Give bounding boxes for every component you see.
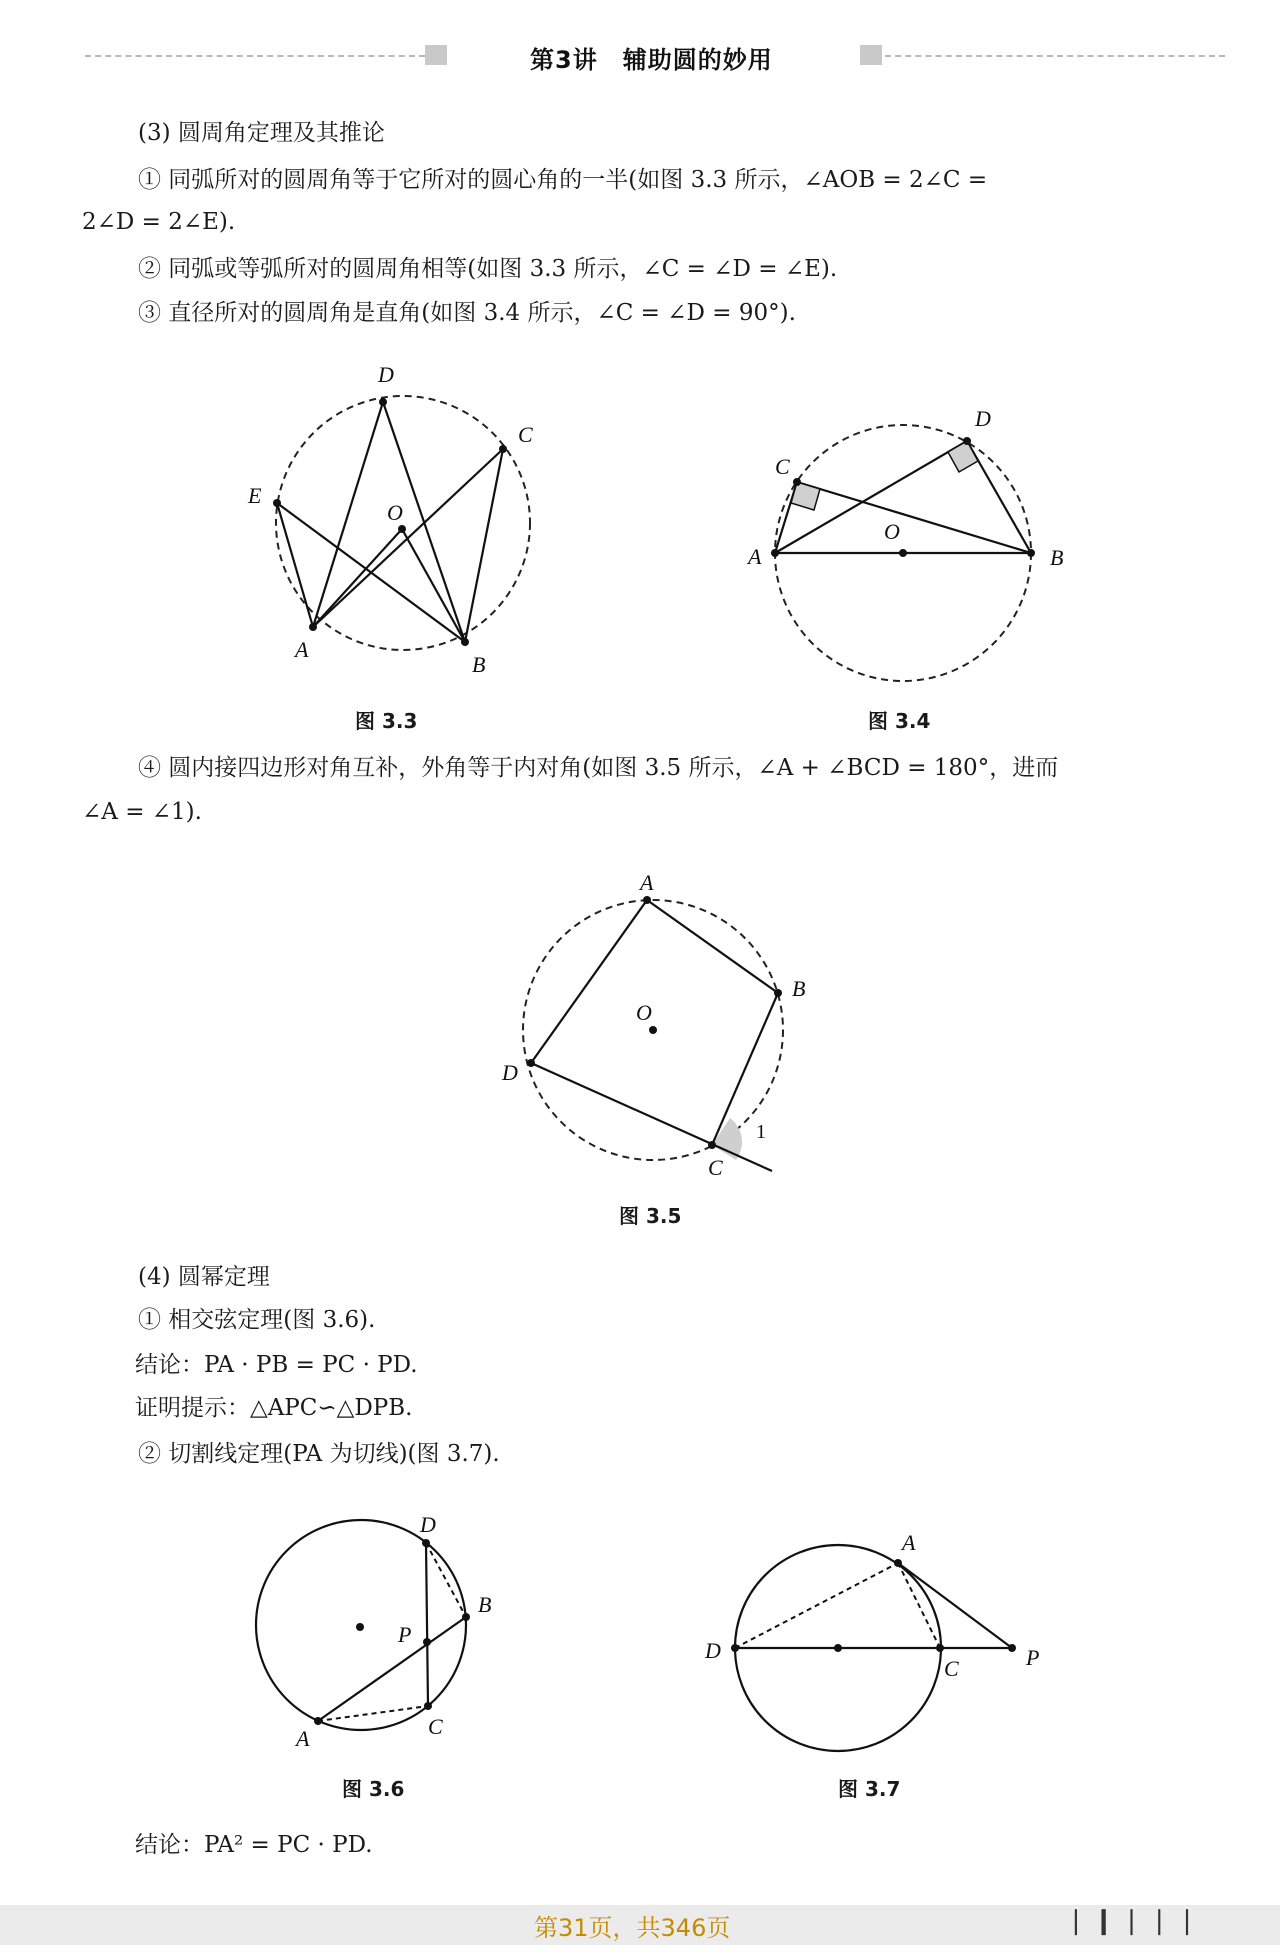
section4-conclusion1: 结论：PA · PB = PC · PD.	[135, 1352, 418, 1378]
fig34-label-B: B	[1050, 545, 1064, 570]
fig34-caption: 图 3.4	[868, 709, 931, 733]
fig36-label-D: D	[420, 1512, 436, 1537]
header-ornament-right	[860, 45, 882, 65]
fig35-label-C: C	[708, 1155, 723, 1180]
fig33-caption: 图 3.3	[355, 709, 418, 733]
fig33-label-D: D	[378, 362, 394, 387]
figure-3-5	[490, 870, 806, 1190]
section4-heading: (4) 圆幂定理	[138, 1264, 270, 1290]
chapter-title: 第3讲 辅助圆的妙用	[530, 46, 773, 74]
header-rule-right	[885, 55, 1225, 57]
section3-item3: ③ 直径所对的圆周角是直角(如图 3.4 所示，∠C = ∠D = 90°).	[138, 300, 796, 326]
section3-item1-line1: ① 同弧所对的圆周角等于它所对的圆心角的一半(如图 3.3 所示，∠AOB = 2∠C =	[138, 167, 988, 193]
section4-item1: ① 相交弦定理(图 3.6).	[138, 1307, 376, 1333]
section3-item2: ② 同弧或等弧所对的圆周角相等(如图 3.3 所示，∠C = ∠D = ∠E).	[138, 256, 838, 282]
fig36-label-C: C	[428, 1714, 443, 1739]
fig35-caption: 图 3.5	[619, 1204, 682, 1228]
fig35-label-B: B	[792, 976, 806, 1001]
fig35-label-D: D	[502, 1060, 518, 1085]
figure-3-6	[240, 1510, 510, 1750]
fig35-label-1: 1	[756, 1121, 766, 1143]
fig33-label-C: C	[518, 422, 533, 447]
fig34-label-O: O	[884, 519, 900, 544]
fig36-caption: 图 3.6	[342, 1777, 405, 1801]
fig37-label-C: C	[944, 1656, 959, 1681]
header-rule-left	[85, 55, 425, 57]
fig33-label-B: B	[472, 652, 486, 677]
fig33-label-E: E	[248, 483, 262, 508]
section4-hint: 证明提示：△APC∽△DPB.	[135, 1395, 413, 1421]
figure-3-4	[740, 400, 1080, 690]
fig33-label-A: A	[295, 637, 309, 662]
fig35-label-A: A	[640, 870, 654, 895]
fig37-caption: 图 3.7	[838, 1777, 901, 1801]
figure-3-7	[700, 1530, 1060, 1750]
fig36-label-P: P	[398, 1622, 412, 1647]
section4-conclusion2: 结论：PA² = PC · PD.	[135, 1832, 373, 1858]
section3-item4-line1: ④ 圆内接四边形对角互补，外角等于内对角(如图 3.5 所示，∠A + ∠BCD = 180°，进而	[138, 755, 1059, 781]
fig37-label-A: A	[902, 1530, 916, 1555]
fig36-label-A: A	[296, 1726, 310, 1751]
page-indicator: 第31页，共346页	[534, 1914, 731, 1942]
fig35-label-O: O	[636, 1000, 652, 1025]
section3-item4-line2: ∠A = ∠1).	[82, 799, 202, 825]
fig33-label-O: O	[387, 500, 403, 525]
figure-3-3	[240, 362, 560, 680]
section3-item1-line2: 2∠D = 2∠E).	[82, 209, 236, 235]
fig37-label-D: D	[705, 1638, 721, 1663]
fig36-label-B: B	[478, 1592, 492, 1617]
fig34-label-D: D	[975, 406, 991, 431]
scroll-handle-icon[interactable]: ❘❙❘❘❘	[1065, 1906, 1204, 1936]
fig34-label-C: C	[775, 454, 790, 479]
fig34-label-A: A	[748, 544, 762, 569]
fig37-label-P: P	[1026, 1645, 1040, 1670]
section4-item2: ② 切割线定理(PA 为切线)(图 3.7).	[138, 1441, 500, 1467]
section3-heading: (3) 圆周角定理及其推论	[138, 120, 385, 146]
header-ornament-left	[425, 45, 447, 65]
